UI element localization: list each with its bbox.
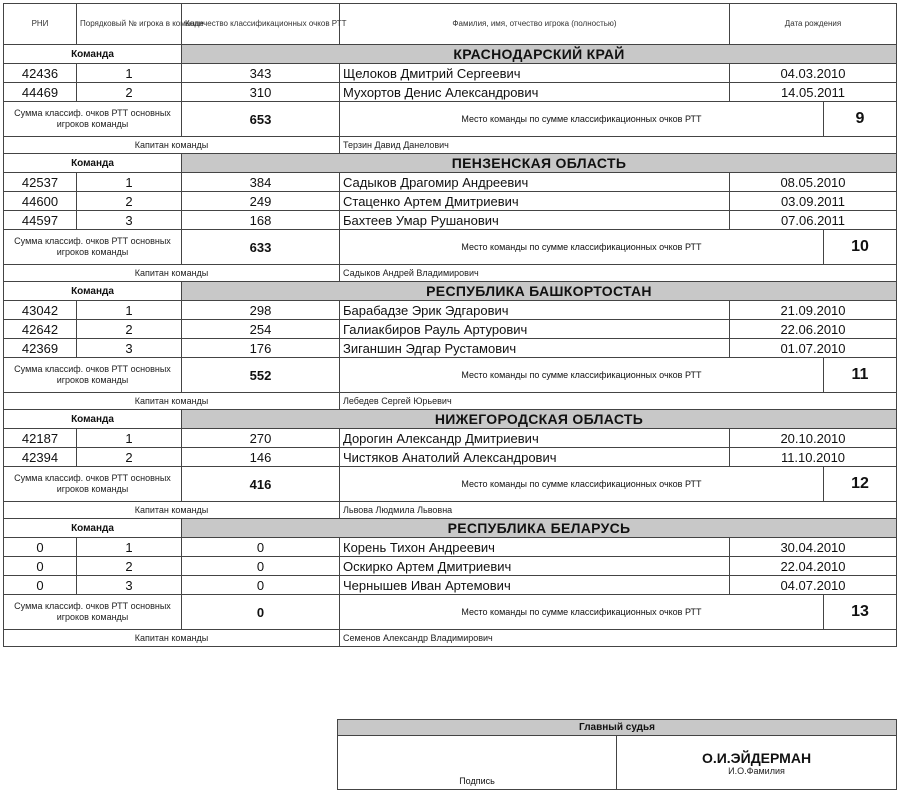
player-id: 42436 xyxy=(4,64,77,83)
player-row xyxy=(4,173,897,192)
team-captain-row xyxy=(4,393,897,410)
team-captain-row xyxy=(4,137,897,154)
player-id: 0 xyxy=(4,576,77,595)
player-full-name: Оскирко Артем Дмитриевич xyxy=(340,557,730,576)
team-name: РЕСПУБЛИКА БЕЛАРУСЬ xyxy=(182,519,897,538)
player-id: 42369 xyxy=(4,339,77,358)
player-points: 0 xyxy=(182,576,340,595)
player-birth-date: 11.10.2010 xyxy=(730,448,897,467)
player-row xyxy=(4,576,897,595)
player-row xyxy=(4,429,897,448)
player-full-name: Мухортов Денис Александрович xyxy=(340,83,730,102)
player-birth-date: 14.05.2011 xyxy=(730,83,897,102)
header-birth-date: Дата рождения xyxy=(730,4,897,45)
team-header-row xyxy=(4,45,897,64)
team-captain-row xyxy=(4,265,897,282)
player-order-number: 3 xyxy=(77,576,182,595)
player-full-name: Чернышев Иван Артемович xyxy=(340,576,730,595)
chief-judge-block xyxy=(337,719,897,790)
sum-label: Сумма классиф. очков РТТ основных игроков команды xyxy=(4,102,182,137)
team-place: 12 xyxy=(824,467,897,502)
player-points: 168 xyxy=(182,211,340,230)
sum-label: Сумма классиф. очков РТТ основных игроков команды xyxy=(4,358,182,393)
player-row xyxy=(4,83,897,102)
player-order-number: 1 xyxy=(77,64,182,83)
team-label: Команда xyxy=(4,154,182,173)
team-label: Команда xyxy=(4,410,182,429)
team-sum-row xyxy=(4,230,897,265)
player-id: 42187 xyxy=(4,429,77,448)
team-name: КРАСНОДАРСКИЙ КРАЙ xyxy=(182,45,897,64)
team-place: 10 xyxy=(824,230,897,265)
team-label: Команда xyxy=(4,519,182,538)
team-place: 9 xyxy=(824,102,897,137)
place-label: Место команды по сумме классификационных очков РТТ xyxy=(340,230,824,265)
header-fullname: Фамилия, имя, отчество игрока (полностью) xyxy=(340,4,730,45)
sum-label: Сумма классиф. очков РТТ основных игроков команды xyxy=(4,595,182,630)
captain-name: Львова Людмила Львовна xyxy=(340,502,897,519)
player-row xyxy=(4,538,897,557)
player-birth-date: 22.04.2010 xyxy=(730,557,897,576)
player-points: 176 xyxy=(182,339,340,358)
player-birth-date: 20.10.2010 xyxy=(730,429,897,448)
captain-label: Капитан команды xyxy=(4,393,340,410)
team-total-points: 416 xyxy=(182,467,340,502)
signature-field: Подпись xyxy=(338,736,617,790)
player-row xyxy=(4,192,897,211)
chief-judge-name: О.И.ЭЙДЕРМАН xyxy=(701,749,812,766)
team-captain-row xyxy=(4,630,897,647)
team-total-points: 653 xyxy=(182,102,340,137)
player-order-number: 2 xyxy=(77,557,182,576)
player-id: 0 xyxy=(4,538,77,557)
player-birth-date: 30.04.2010 xyxy=(730,538,897,557)
captain-name: Садыков Андрей Владимирович xyxy=(340,265,897,282)
player-birth-date: 22.06.2010 xyxy=(730,320,897,339)
team-label: Команда xyxy=(4,45,182,64)
captain-name: Терзин Давид Данелович xyxy=(340,137,897,154)
team-header-row xyxy=(4,282,897,301)
team-total-points: 0 xyxy=(182,595,340,630)
player-full-name: Стаценко Артем Дмитриевич xyxy=(340,192,730,211)
player-order-number: 2 xyxy=(77,448,182,467)
player-id: 44597 xyxy=(4,211,77,230)
player-points: 298 xyxy=(182,301,340,320)
player-order-number: 2 xyxy=(77,320,182,339)
player-row xyxy=(4,211,897,230)
player-points: 384 xyxy=(182,173,340,192)
player-points: 0 xyxy=(182,557,340,576)
player-row xyxy=(4,64,897,83)
team-name: РЕСПУБЛИКА БАШКОРТОСТАН xyxy=(182,282,897,301)
chief-judge-name-cell xyxy=(617,736,897,790)
player-birth-date: 04.07.2010 xyxy=(730,576,897,595)
chief-judge-name-caption: И.О.Фамилия xyxy=(728,765,785,776)
player-id: 42642 xyxy=(4,320,77,339)
team-sum-row xyxy=(4,595,897,630)
player-id: 43042 xyxy=(4,301,77,320)
player-row xyxy=(4,320,897,339)
place-label: Место команды по сумме классификационных очков РТТ xyxy=(340,102,824,137)
player-points: 0 xyxy=(182,538,340,557)
player-full-name: Барабадзе Эрик Эдгарович xyxy=(340,301,730,320)
player-id: 42537 xyxy=(4,173,77,192)
header-id: РНИ xyxy=(4,4,77,45)
team-total-points: 552 xyxy=(182,358,340,393)
player-id: 44469 xyxy=(4,83,77,102)
team-name: ПЕНЗЕНСКАЯ ОБЛАСТЬ xyxy=(182,154,897,173)
team-label: Команда xyxy=(4,282,182,301)
player-points: 249 xyxy=(182,192,340,211)
player-birth-date: 01.07.2010 xyxy=(730,339,897,358)
player-id: 44600 xyxy=(4,192,77,211)
captain-label: Капитан команды xyxy=(4,137,340,154)
player-row xyxy=(4,448,897,467)
team-sum-row xyxy=(4,358,897,393)
player-order-number: 2 xyxy=(77,192,182,211)
player-full-name: Чистяков Анатолий Александрович xyxy=(340,448,730,467)
team-place: 13 xyxy=(824,595,897,630)
player-points: 343 xyxy=(182,64,340,83)
player-order-number: 1 xyxy=(77,538,182,557)
header-order: Порядковый № игрока в команде xyxy=(77,4,182,45)
player-order-number: 1 xyxy=(77,173,182,192)
team-total-points: 633 xyxy=(182,230,340,265)
player-order-number: 1 xyxy=(77,429,182,448)
captain-label: Капитан команды xyxy=(4,630,340,647)
player-birth-date: 03.09.2011 xyxy=(730,192,897,211)
team-place: 11 xyxy=(824,358,897,393)
captain-name: Семенов Александр Владимирович xyxy=(340,630,897,647)
player-order-number: 3 xyxy=(77,339,182,358)
sum-label: Сумма классиф. очков РТТ основных игроков команды xyxy=(4,467,182,502)
player-order-number: 2 xyxy=(77,83,182,102)
team-sum-row xyxy=(4,102,897,137)
player-full-name: Зиганшин Эдгар Рустамович xyxy=(340,339,730,358)
team-header-row xyxy=(4,519,897,538)
player-id: 42394 xyxy=(4,448,77,467)
player-full-name: Корень Тихон Андреевич xyxy=(340,538,730,557)
team-header-row xyxy=(4,154,897,173)
player-full-name: Бахтеев Умар Рушанович xyxy=(340,211,730,230)
team-name: НИЖЕГОРОДСКАЯ ОБЛАСТЬ xyxy=(182,410,897,429)
place-label: Место команды по сумме классификационных очков РТТ xyxy=(340,358,824,393)
team-sum-row xyxy=(4,467,897,502)
sum-label: Сумма классиф. очков РТТ основных игроков команды xyxy=(4,230,182,265)
chief-judge-title: Главный судья xyxy=(338,720,897,736)
player-full-name: Щелоков Дмитрий Сергеевич xyxy=(340,64,730,83)
player-row xyxy=(4,301,897,320)
player-birth-date: 04.03.2010 xyxy=(730,64,897,83)
player-order-number: 1 xyxy=(77,301,182,320)
player-birth-date: 07.06.2011 xyxy=(730,211,897,230)
header-row xyxy=(4,4,897,45)
team-captain-row xyxy=(4,502,897,519)
player-full-name: Садыков Драгомир Андреевич xyxy=(340,173,730,192)
player-points: 146 xyxy=(182,448,340,467)
player-points: 310 xyxy=(182,83,340,102)
player-points: 270 xyxy=(182,429,340,448)
player-full-name: Дорогин Александр Дмитриевич xyxy=(340,429,730,448)
place-label: Место команды по сумме классификационных очков РТТ xyxy=(340,595,824,630)
captain-label: Капитан команды xyxy=(4,265,340,282)
player-full-name: Галиакбиров Рауль Артурович xyxy=(340,320,730,339)
player-row xyxy=(4,557,897,576)
player-birth-date: 08.05.2010 xyxy=(730,173,897,192)
captain-label: Капитан команды xyxy=(4,502,340,519)
player-row xyxy=(4,339,897,358)
team-header-row xyxy=(4,410,897,429)
roster-table xyxy=(3,3,897,647)
place-label: Место команды по сумме классификационных очков РТТ xyxy=(340,467,824,502)
header-points: Количество классификационных очков РТТ xyxy=(182,4,340,45)
captain-name: Лебедев Сергей Юрьевич xyxy=(340,393,897,410)
player-points: 254 xyxy=(182,320,340,339)
player-birth-date: 21.09.2010 xyxy=(730,301,897,320)
player-order-number: 3 xyxy=(77,211,182,230)
player-id: 0 xyxy=(4,557,77,576)
